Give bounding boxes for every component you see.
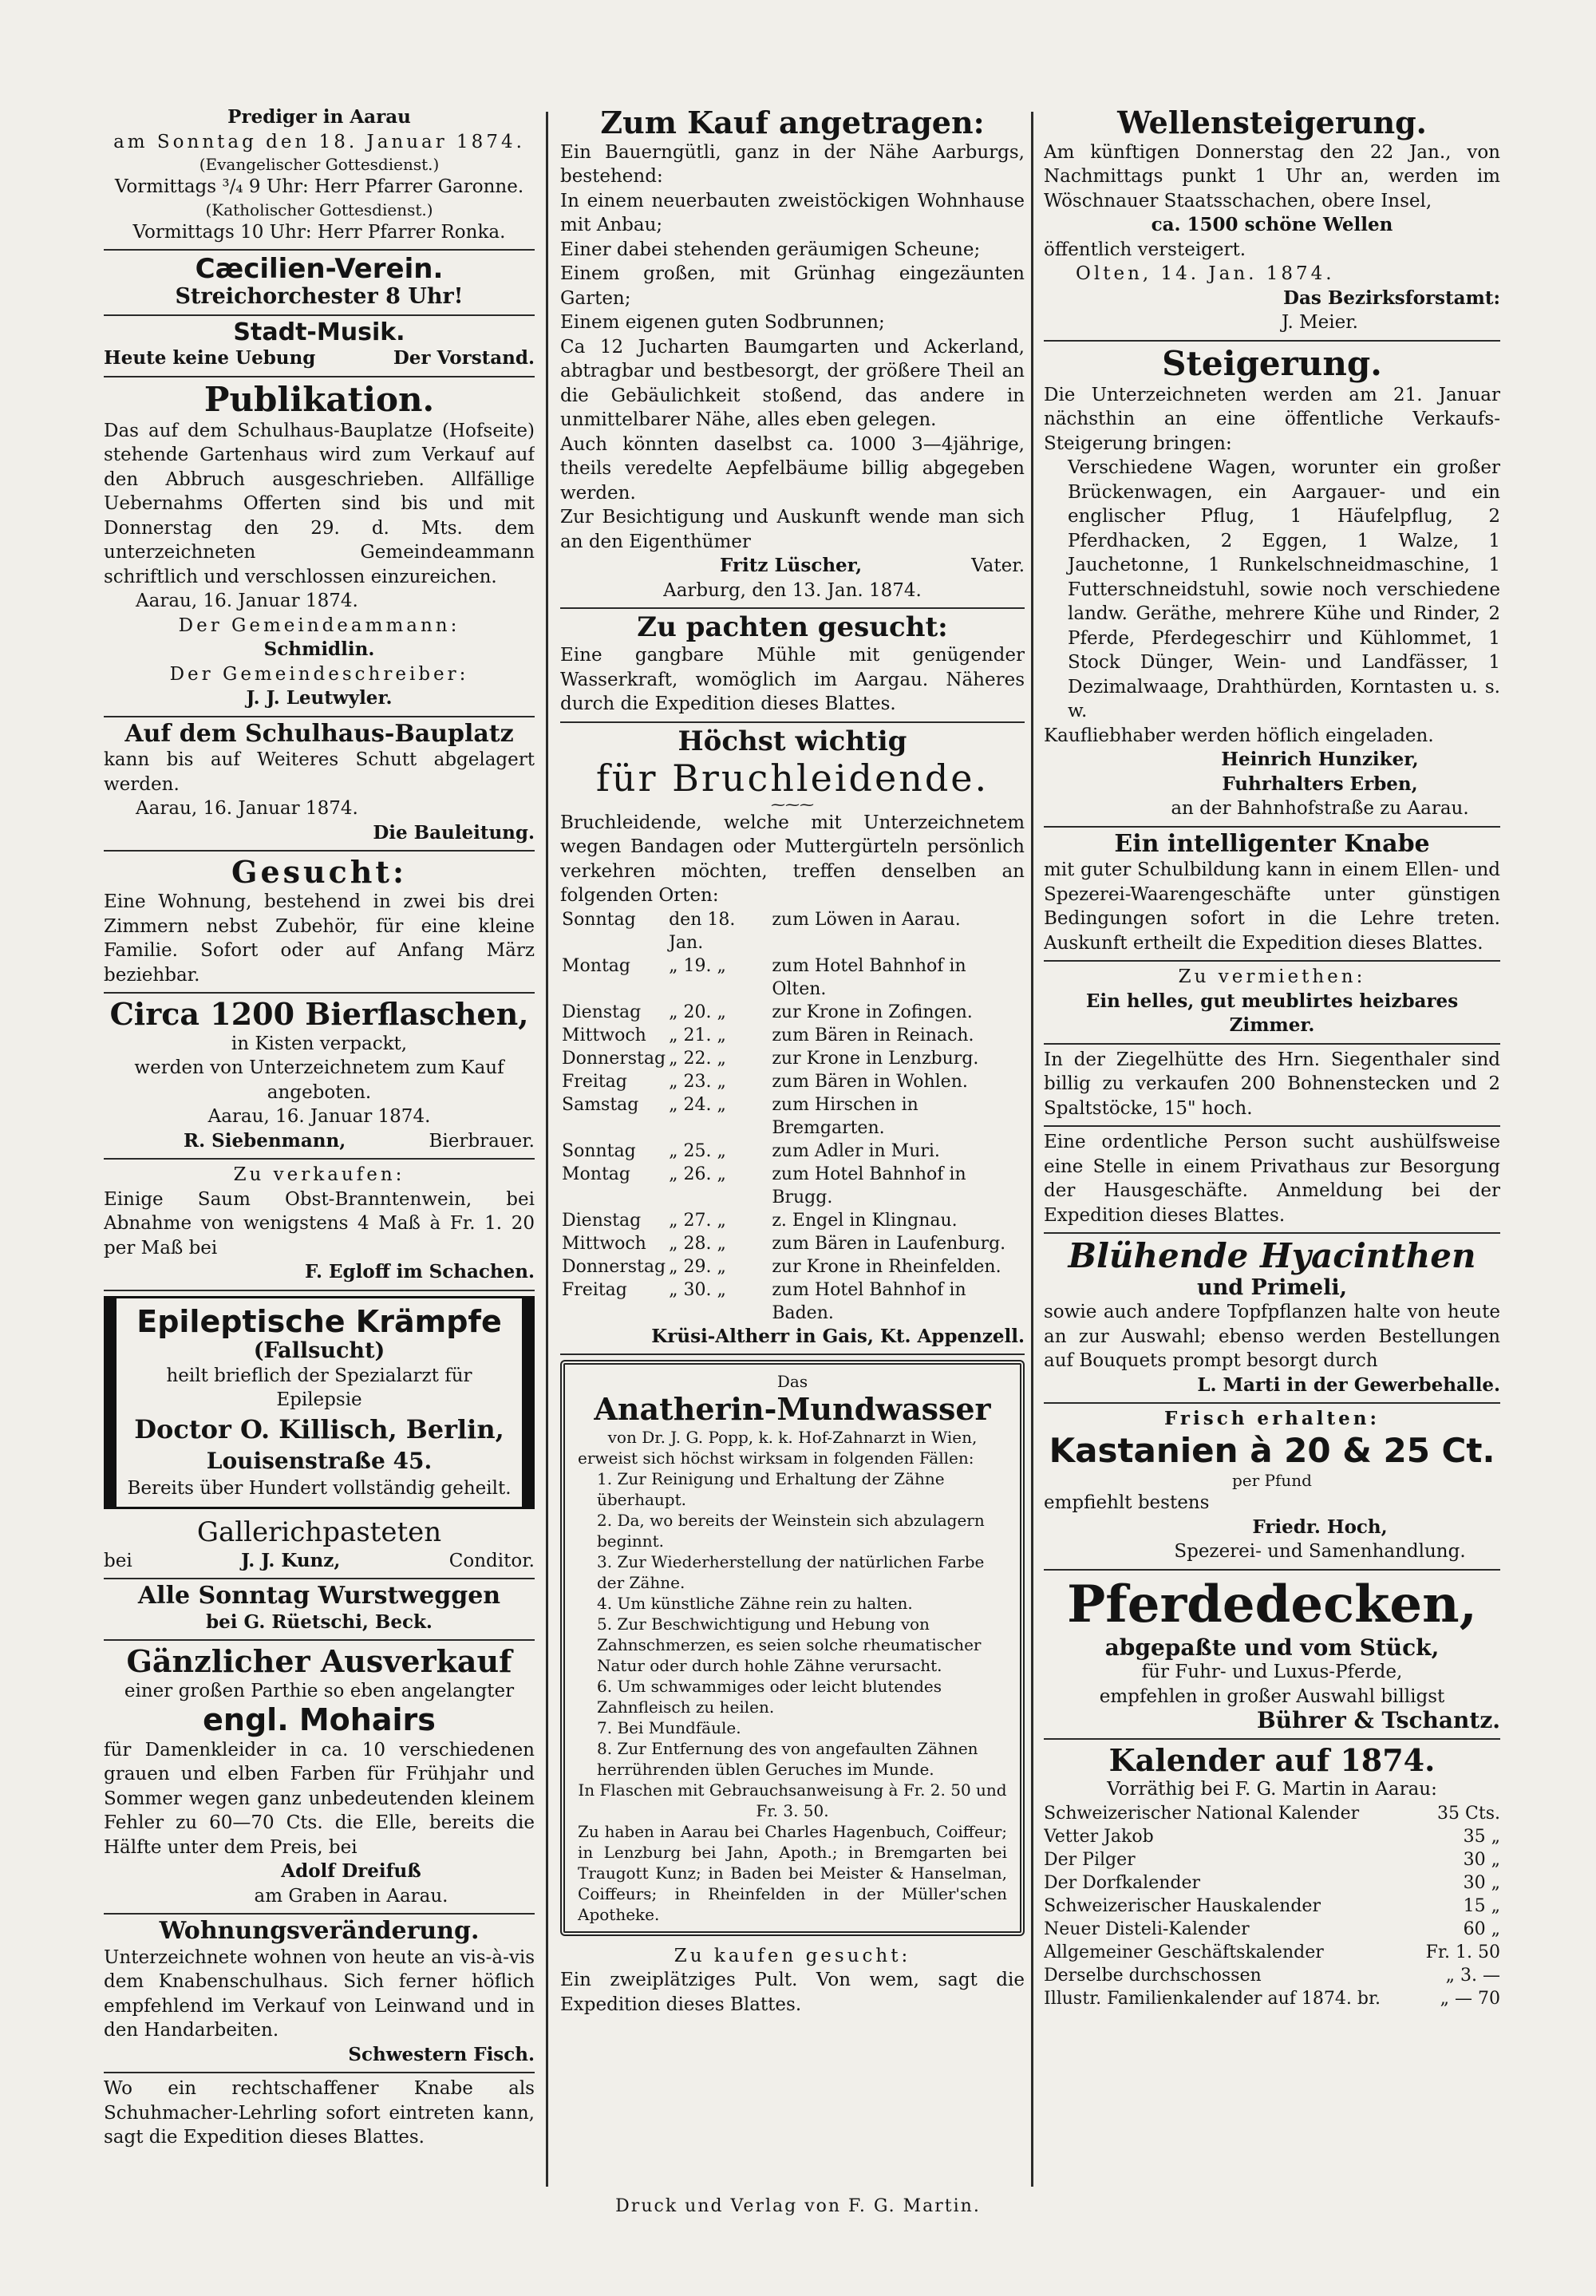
kalender-price: 30 „	[1463, 1849, 1500, 1870]
ad-title: Pferdedecken,	[1067, 1574, 1477, 1634]
ad-signature: Adolf Dreifuß	[281, 1860, 421, 1883]
ad-signature: bei G. Rüetschi, Beck.	[206, 1610, 433, 1633]
ad-wellen	[1044, 102, 1500, 342]
imprint-footer: Druck und Verlag von F. G. Martin.	[615, 2196, 981, 2216]
schedule-day: Sonntag	[562, 1140, 636, 1161]
ad-body: Ein helles, gut meublirtes heizbares Zimmer.	[1085, 990, 1459, 1037]
ad-body: Ein zweiplätziges Pult. Von wem, sagt die Expedition dieses Blattes.	[560, 1970, 1025, 2015]
ad-title: Prediger in Aarau	[227, 106, 411, 128]
ad-text: Frisch erhalten:	[1163, 1408, 1381, 1430]
ad-wurstweggen	[104, 1579, 535, 1641]
ad-body: Eine gangbare Mühle mit genügender Wasserkraft, womöglich im Aargau. Näheres durch die Expedition dieses Blattes.	[560, 645, 1025, 715]
divider-ornament: ⁓⁓⁓	[771, 796, 814, 813]
ad-body: sowie auch andere Topfpflanzen halte von heute an zur Auswahl; ebenso werden Bestellungen auf Bouquets prompt besorgt durch	[1044, 1302, 1500, 1372]
kalender-price: 15 „	[1463, 1895, 1500, 1916]
ad-body: Eine ordentliche Person sucht aushülfsweise eine Stelle in einem Privathaus zur Besorgung der Hausgeschäfte. Anmeldung bei der Expedition dieses Blattes.	[1044, 1132, 1500, 1226]
ad-hyacinthen	[1044, 1234, 1500, 1404]
ad-title: Publikation.	[203, 379, 435, 419]
ad-text: Bereits über Hundert vollständig geheilt.	[127, 1477, 512, 1499]
ad-text: von Dr. J. G. Popp, k. k. Hof-Zahnarzt in Wien,	[607, 1427, 978, 1447]
ad-text: Doctor O. Killisch, Berlin,	[134, 1413, 504, 1444]
schedule-day: Samstag	[562, 1094, 639, 1115]
ad-text: erweist sich höchst wirksam in folgenden Fällen:	[578, 1448, 974, 1468]
ad-wohnung	[104, 1915, 535, 2073]
ad-signature: L. Marti in der Gewerbehalle.	[1197, 1373, 1500, 1396]
schedule-place: zum Adler in Muri.	[772, 1140, 940, 1161]
schedule-day: Montag	[562, 955, 630, 976]
ad-signature: Bührer & Tschantz.	[1257, 1707, 1500, 1734]
schedule-day: Mittwoch	[562, 1233, 646, 1254]
ad-body: Die Unterzeichneten werden am 21. Januar nächsthin an eine öffentliche Verkaufs-Steigerung bringen:	[1044, 384, 1500, 454]
ad-date: Aarau, 16. Januar 1874.	[207, 1106, 431, 1128]
ad-signature: J. J. Kunz,	[241, 1549, 341, 1571]
ad-date: am Sonntag den 18. Januar 1874.	[113, 131, 525, 152]
kalender-price-table	[1044, 1802, 1500, 2010]
ad-text: bei	[104, 1550, 132, 1571]
ad-text: (Evangelischer Gottesdienst.)	[199, 155, 440, 174]
ad-date: Olten, 14. Jan. 1874.	[1076, 263, 1335, 285]
ad-text: Vater.	[971, 555, 1025, 577]
ad-text: per Pfund	[1232, 1471, 1312, 1491]
schedule-date: „ 21. „	[669, 1025, 726, 1045]
ad-title: Gesucht:	[231, 854, 407, 891]
schedule-place: zum Bären in Laufenburg.	[772, 1233, 1006, 1254]
schedule-day: Donnerstag	[562, 1048, 666, 1069]
ad-epilepsie	[104, 1296, 535, 1510]
ad-body: Bruchleidende, welche mit Unterzeichnetem wegen Bandagen oder Muttergürteln persönlich verkehren möchten, treffen denselben an folgenden Orten:	[560, 812, 1025, 907]
schedule-date: „ 24. „	[669, 1094, 726, 1115]
kalender-name: Illustr. Familienkalender auf 1874. br.	[1044, 1988, 1381, 2009]
ad-title: Zum Kauf angetragen:	[600, 105, 985, 140]
ad-text: empfiehlt bestens	[1044, 1492, 1210, 1514]
kalender-name: Neuer Disteli-Kalender	[1044, 1919, 1250, 1939]
ad-signature: Schwestern Fisch.	[348, 2043, 535, 2065]
ad-anatherin	[560, 1360, 1025, 1936]
ad-date: Aarau, 16. Januar 1874.	[136, 591, 358, 612]
ad-title: Ein intelligenter Knabe	[1114, 829, 1430, 858]
schedule-date: „ 22. „	[669, 1048, 726, 1069]
ad-body: mit guter Schulbildung kann in einem Ellen- und Spezerei-Waarengeschäfte unter günstigen Bedingungen sofort in die Lehre treten. Auskunft ertheilt die Expedition dieses Blattes.	[1044, 860, 1500, 954]
schedule-date: „ 23. „	[669, 1071, 726, 1092]
ad-bierflaschen	[104, 994, 535, 1160]
anatherin-list	[578, 1468, 1007, 1780]
ad-list-item: Auch könnten daselbst ca. 1000 3—4jährige, theils veredelte Aepfelbäume billig abgegeben werden.	[560, 433, 1025, 504]
anatherin-item: 6. Um schwammiges oder leicht blutendes Zahnfleisch zu heilen.	[597, 1676, 942, 1717]
column-rule-2	[1031, 112, 1033, 2187]
schedule-day: Dienstag	[562, 1210, 642, 1231]
ad-pasteten	[104, 1514, 535, 1579]
ad-body: Ein Bauerngütli, ganz in der Nähe Aarburgs, bestehend:	[560, 141, 1025, 188]
ad-text: Conditor.	[448, 1550, 535, 1571]
schedule-table	[560, 908, 1025, 1325]
ad-title: Gänzlicher Ausverkauf	[126, 1643, 512, 1680]
ad-title: Zu verkaufen:	[233, 1164, 405, 1186]
ad-signature: Die Bauleitung.	[373, 821, 535, 844]
kalender-row	[1044, 1895, 1500, 1918]
anatherin-item: 7. Bei Mundfäule.	[597, 1717, 741, 1737]
kalender-row	[1044, 1802, 1500, 1825]
ad-list-item: Ca 12 Jucharten Baumgarten und Ackerland, abtragbar und bestbesorgt, der größere Theil an die Gebäulichkeit stoßend, das andere in unmittelbarer Nähe, alles eben gelegen.	[560, 336, 1025, 431]
ad-list-item: Einem großen, mit Grünhag eingezäunten Garten;	[560, 263, 1025, 309]
ad-text: Kaufliebhaber werden höflich eingeladen.	[1044, 725, 1434, 746]
ad-body: Am künftigen Donnerstag den 22 Jan., von Nachmittags punkt 1 Uhr an, werden im Wöschnauer Staatsschachen, obere Insel,	[1044, 141, 1500, 211]
ad-text: Vormittags ³/₄ 9 Uhr: Herr Pfarrer Garonne.	[114, 176, 524, 197]
schedule-place: zur Krone in Rheinfelden.	[772, 1256, 1001, 1277]
ad-body: für Damenkleider in ca. 10 verschiedenen grauen und elben Farben für Frühjahr und Sommer wegen ganz unbedeutenden kleinem Fehler zu 60—70 Cts. die Elle, bereits die Hälfte unter dem Preis, bei	[104, 1739, 535, 1858]
ad-text: Louisenstraße 45.	[206, 1447, 433, 1474]
kalender-name: Vetter Jakob	[1044, 1826, 1154, 1847]
ad-text: und Primeli,	[1197, 1274, 1347, 1300]
schedule-date: „ 27. „	[669, 1210, 726, 1231]
anatherin-item: 3. Zur Wiederherstellung der natürlichen Farbe der Zähne.	[597, 1551, 985, 1592]
schedule-place: zum Bären in Reinach.	[772, 1025, 974, 1045]
schedule-place: zum Hirschen in Bremgarten.	[772, 1094, 918, 1138]
schedule-date: „ 25. „	[669, 1140, 726, 1161]
ad-pferdedecken	[1044, 1571, 1500, 1740]
ad-kauf	[560, 102, 1025, 609]
kalender-price: „ — 70	[1440, 1988, 1500, 2009]
column-2	[560, 102, 1025, 2185]
ad-text: öffentlich versteigert.	[1044, 239, 1246, 260]
ad-text: empfehlen in großer Auswahl billigst	[1099, 1685, 1445, 1707]
ad-text: am Graben in Aarau.	[254, 1885, 448, 1907]
ad-signature: Schmidlin.	[263, 638, 375, 661]
schedule-place: zum Hotel Bahnhof in Baden.	[772, 1279, 966, 1323]
ad-bohnen	[1044, 1045, 1500, 1128]
schedule-day: Dienstag	[562, 1002, 642, 1022]
schedule-date: „ 20. „	[669, 1002, 726, 1022]
ad-title: Auf dem Schulhaus-Bauplatz	[124, 719, 514, 748]
schedule-row	[560, 1093, 1025, 1140]
schedule-date: den 18. Jan.	[669, 909, 736, 953]
ad-ausverkauf	[104, 1641, 535, 1915]
ad-stadtmusik	[104, 316, 535, 377]
ad-signature: Der Vorstand.	[393, 347, 535, 369]
ad-publikation	[104, 377, 535, 717]
ad-obst	[104, 1160, 535, 1291]
kalender-row	[1044, 1825, 1500, 1848]
ad-signature: Das Bezirksforstamt:	[1283, 287, 1500, 309]
ad-person	[1044, 1127, 1500, 1234]
kalender-price: „ 3. —	[1445, 1965, 1500, 1986]
ad-title: Zu pachten gesucht:	[637, 611, 948, 644]
column-rule-1	[546, 112, 548, 2187]
ad-text: Spezerei- und Samenhandlung.	[1174, 1541, 1466, 1563]
schedule-day: Montag	[562, 1164, 630, 1184]
anatherin-item: 4. Um künstliche Zähne rein zu halten.	[597, 1593, 913, 1613]
ad-text: abgepaßte und vom Stück,	[1104, 1634, 1440, 1661]
kalender-row	[1044, 1987, 1500, 2010]
anatherin-item: 1. Zur Reinigung und Erhaltung der Zähne überhaupt.	[597, 1468, 945, 1509]
kalender-name: Der Pilger	[1044, 1849, 1136, 1870]
ad-list-item: Zur Besichtigung und Auskunft wende man sich an den Eigenthümer	[560, 507, 1025, 552]
schedule-day: Sonntag	[562, 909, 636, 930]
kalender-name: Schweizerischer Hauskalender	[1044, 1895, 1321, 1916]
schedule-row	[560, 1278, 1025, 1325]
ad-signature: R. Siebenmann,	[184, 1129, 346, 1152]
ad-text: Heute keine Uebung	[104, 347, 316, 369]
kalender-name: Derselbe durchschossen	[1044, 1965, 1262, 1986]
ad-title: Blühende Hyacinthen	[1068, 1236, 1476, 1276]
kalender-price: Fr. 1. 50	[1425, 1942, 1500, 1962]
column-1	[104, 102, 535, 2185]
ad-text: Der Gemeindeschreiber:	[169, 663, 469, 685]
ad-text: engl. Mohairs	[203, 1702, 436, 1738]
ad-title: Steigerung.	[1162, 343, 1382, 383]
ad-title: Gallerichpasteten	[196, 1516, 442, 1549]
ad-date: Aarau, 16. Januar 1874.	[136, 798, 358, 820]
ad-title: Alle Sonntag Wurstweggen	[137, 1582, 501, 1610]
ad-signature: J. J. Leutwyler.	[246, 687, 393, 709]
kalender-row	[1044, 1848, 1500, 1871]
ad-signature: Fritz Lüscher,	[720, 555, 863, 577]
ad-title: für Bruchleidende.	[595, 756, 990, 800]
ad-text: Vormittags 10 Uhr: Herr Pfarrer Ronka.	[132, 221, 506, 243]
ad-title: Wellensteigerung.	[1117, 105, 1427, 140]
ad-body: Das auf dem Schulhaus-Bauplatze (Hofseite) stehende Gartenhaus wird zum Verkauf auf den Abbruch ausgeschrieben. Allfällige Uebernahms Offerten sind bis und mit Donnerstag den 29. d. Mts. dem unterzeichneten Gemeindeammann schriftlich und verschlossen einzureichen.	[104, 420, 535, 587]
ad-title: Cæcilien-Verein.	[195, 253, 444, 285]
ad-text: (Fallsucht)	[253, 1338, 385, 1364]
schedule-row	[560, 1232, 1025, 1255]
schedule-row	[560, 1047, 1025, 1070]
schedule-row	[560, 1163, 1025, 1209]
ad-body: Verschiedene Wagen, worunter ein großer Brückenwagen, ein Aargauer- und ein englischer Pflug, 1 Häufelpflug, 2 Pferdhacken, 2 Eggen, 1 Walze, 1 Jauchetonne, 1 Runkelschneidmaschine, 1 Futterschneidstuhl, sowie noch verschiedene landw. Geräthe, mehrere Kühe und Rinder, 2 Pferde, Pferdegeschirr und Kühlommet, 1 Stock Dünger, Wein- und Landfässer, 1 Dezimalwaage, Drahthürden, Korntasten u. s. w.	[1068, 457, 1500, 722]
schedule-place: zum Löwen in Aarau.	[772, 909, 961, 930]
kalender-row	[1044, 1918, 1500, 1941]
anatherin-item: 2. Da, wo bereits der Weinstein sich abzulagern beginnt.	[597, 1510, 985, 1551]
ad-gesucht	[104, 852, 535, 994]
kalender-name: Allgemeiner Geschäftskalender	[1044, 1942, 1324, 1962]
ad-body: Eine Wohnung, bestehend in zwei bis drei Zimmern nebst Zubehör, für eine kleine Familie. Sofort oder auf Anfang März beziehbar.	[104, 891, 535, 986]
ad-title: Anatherin-Mundwasser	[594, 1391, 991, 1428]
ad-body: Wo ein rechtschaffener Knabe als Schuhmacher-Lehrling sofort eintreten kann, sagt die Expedition dieses Blattes.	[104, 2078, 535, 2148]
ad-signature: Krüsi-Altherr in Gais, Kt. Appenzell.	[651, 1325, 1025, 1347]
ad-title: Zu vermiethen:	[1178, 966, 1366, 988]
schedule-row	[560, 1001, 1025, 1024]
kalender-row	[1044, 1941, 1500, 1964]
ad-title: Kalender auf 1874.	[1108, 1741, 1436, 1778]
ad-prediger	[104, 102, 535, 251]
schedule-row	[560, 1070, 1025, 1093]
kalender-price: 35 „	[1463, 1826, 1500, 1847]
ad-pachten	[560, 609, 1025, 723]
schedule-day: Donnerstag	[562, 1256, 666, 1277]
ad-title: Wohnungsveränderung.	[159, 1917, 480, 1946]
ad-text: Der Gemeindeammann:	[178, 615, 460, 636]
schedule-date: „ 28. „	[669, 1233, 726, 1254]
schedule-row	[560, 954, 1025, 1001]
ad-body: Einige Saum Obst-Branntenwein, bei Abnahme von wenigstens 4 Maß à Fr. 1. 20 per Maß bei	[104, 1188, 535, 1259]
ad-signature: Heinrich Hunziker,	[1221, 749, 1419, 771]
schedule-place: zur Krone in Lenzburg.	[772, 1048, 979, 1069]
ad-knabe	[1044, 828, 1500, 962]
ad-body: kann bis auf Weiteres Schutt abgelagert werden.	[104, 749, 535, 795]
ad-text: In Flaschen mit Gebrauchsanweisung à Fr. 2. 50 und Fr. 3. 50.	[578, 1780, 1007, 1820]
ad-text: (Katholischer Gottesdienst.)	[205, 200, 433, 219]
ad-list-item: In einem neuerbauten zweistöckigen Wohnhause mit Anbau;	[560, 190, 1025, 236]
schedule-row	[560, 1209, 1025, 1232]
ad-text: werden von Unterzeichnetem zum Kauf angeboten.	[134, 1057, 504, 1103]
ad-title: Epileptische Krämpfe	[136, 1303, 502, 1339]
ad-list-item: Einer dabei stehenden geräumigen Scheune;	[560, 239, 981, 260]
ad-title: Kastanien à 20 & 25 Ct.	[1049, 1430, 1495, 1470]
kalender-row	[1044, 1964, 1500, 1987]
schedule-row	[560, 1255, 1025, 1278]
kalender-price: 60 „	[1463, 1919, 1500, 1939]
schedule-place: zum Bären in Wohlen.	[772, 1071, 968, 1092]
column-3	[1044, 102, 1500, 2185]
ad-signature: Friedr. Hoch,	[1252, 1516, 1388, 1538]
ad-date: Aarburg, den 13. Jan. 1874.	[663, 579, 922, 601]
ad-signature: Fuhrhalters Erben,	[1222, 773, 1418, 795]
ad-bruch	[560, 723, 1025, 1355]
ad-signature: F. Egloff im Schachen.	[304, 1261, 535, 1283]
schedule-place: z. Engel in Klingnau.	[772, 1210, 958, 1231]
ad-text: Bierbrauer.	[429, 1130, 535, 1152]
ad-text: Vorräthig bei F. G. Martin in Aarau:	[1107, 1779, 1437, 1800]
ad-vermiethen	[1044, 962, 1500, 1045]
ad-kalender	[1044, 1740, 1500, 2015]
ad-text: Das	[776, 1372, 808, 1392]
schedule-date: „ 26. „	[669, 1164, 726, 1184]
schedule-place: zum Hotel Bahnhof in Olten.	[772, 955, 966, 999]
kalender-name: Der Dorfkalender	[1044, 1872, 1201, 1893]
kalender-price: 30 „	[1463, 1872, 1500, 1893]
ad-text: in Kisten verpackt,	[231, 1033, 408, 1054]
schedule-date: „ 19. „	[669, 955, 726, 976]
ad-text: heilt brieflich der Spezialarzt für Epilepsie	[166, 1365, 472, 1411]
ad-title: Circa 1200 Bierflaschen,	[109, 996, 529, 1033]
ad-kastanien	[1044, 1404, 1500, 1570]
kalender-row	[1044, 1871, 1500, 1895]
schedule-row	[560, 908, 1025, 954]
schedule-day: Freitag	[562, 1071, 627, 1092]
anatherin-item: 8. Zur Entfernung des von angefaulten Zähnen herrührenden üblen Geruches im Munde.	[597, 1738, 978, 1779]
ad-body: Zu haben in Aarau bei Charles Hagenbuch, Coiffeur; in Lenzburg bei Jahn, Apoth.; in Bremgarten bei Traugott Kunz; in Baden bei Meister & Hanselman, Coiffeurs; in Rheinfelden in der Müller'schen Apotheke.	[578, 1821, 1007, 1924]
schedule-row	[560, 1024, 1025, 1047]
ad-title: Zu kaufen gesucht:	[674, 1945, 911, 1966]
schedule-day: Mittwoch	[562, 1025, 646, 1045]
ad-signature: J. Meier.	[1282, 312, 1358, 334]
kalender-name: Schweizerischer National Kalender	[1044, 1803, 1360, 1824]
ad-list-item: Einem eigenen guten Sodbrunnen;	[560, 312, 885, 334]
ad-lehrling	[104, 2073, 535, 2155]
schedule-date: „ 29. „	[669, 1256, 726, 1277]
ad-caecilien	[104, 251, 535, 316]
ad-pult	[560, 1941, 1025, 2022]
ad-body: Unterzeichnete wohnen von heute an vis-à-vis dem Knabenschulhaus. Sich ferner höflich empfehlend im Verkauf von Leinwand und in den Handarbeiten.	[104, 1946, 535, 2041]
schedule-row	[560, 1140, 1025, 1163]
ad-title: Höchst wichtig	[678, 725, 907, 757]
ad-schulhausplatz	[104, 717, 535, 852]
ad-text: an der Bahnhofstraße zu Aarau.	[1171, 798, 1469, 820]
schedule-place: zur Krone in Zofingen.	[772, 1002, 973, 1022]
ad-text: Streichorchester 8 Uhr!	[175, 284, 464, 310]
ad-text: einer großen Parthie so eben angelangter	[124, 1680, 515, 1701]
ad-text: ca. 1500 schöne Wellen	[1151, 214, 1393, 236]
schedule-day: Freitag	[562, 1279, 627, 1300]
anatherin-item: 5. Zur Beschwichtigung und Hebung von Zahnschmerzen, es seien solche rheumatischer Natur oder durch hohle Zähne verursacht.	[597, 1614, 982, 1675]
schedule-place: zum Hotel Bahnhof in Brugg.	[772, 1164, 966, 1207]
ad-steigerung	[1044, 342, 1500, 828]
ad-title: Stadt-Musik.	[233, 318, 405, 346]
ad-text: für Fuhr- und Luxus-Pferde,	[1141, 1662, 1403, 1683]
kalender-price: 35 Cts.	[1437, 1803, 1500, 1824]
schedule-date: „ 30. „	[669, 1279, 726, 1300]
ad-body: In der Ziegelhütte des Hrn. Siegenthaler sind billig zu verkaufen 200 Bohnenstecken und 2 Spaltstöcke, 15" hoch.	[1044, 1049, 1500, 1119]
